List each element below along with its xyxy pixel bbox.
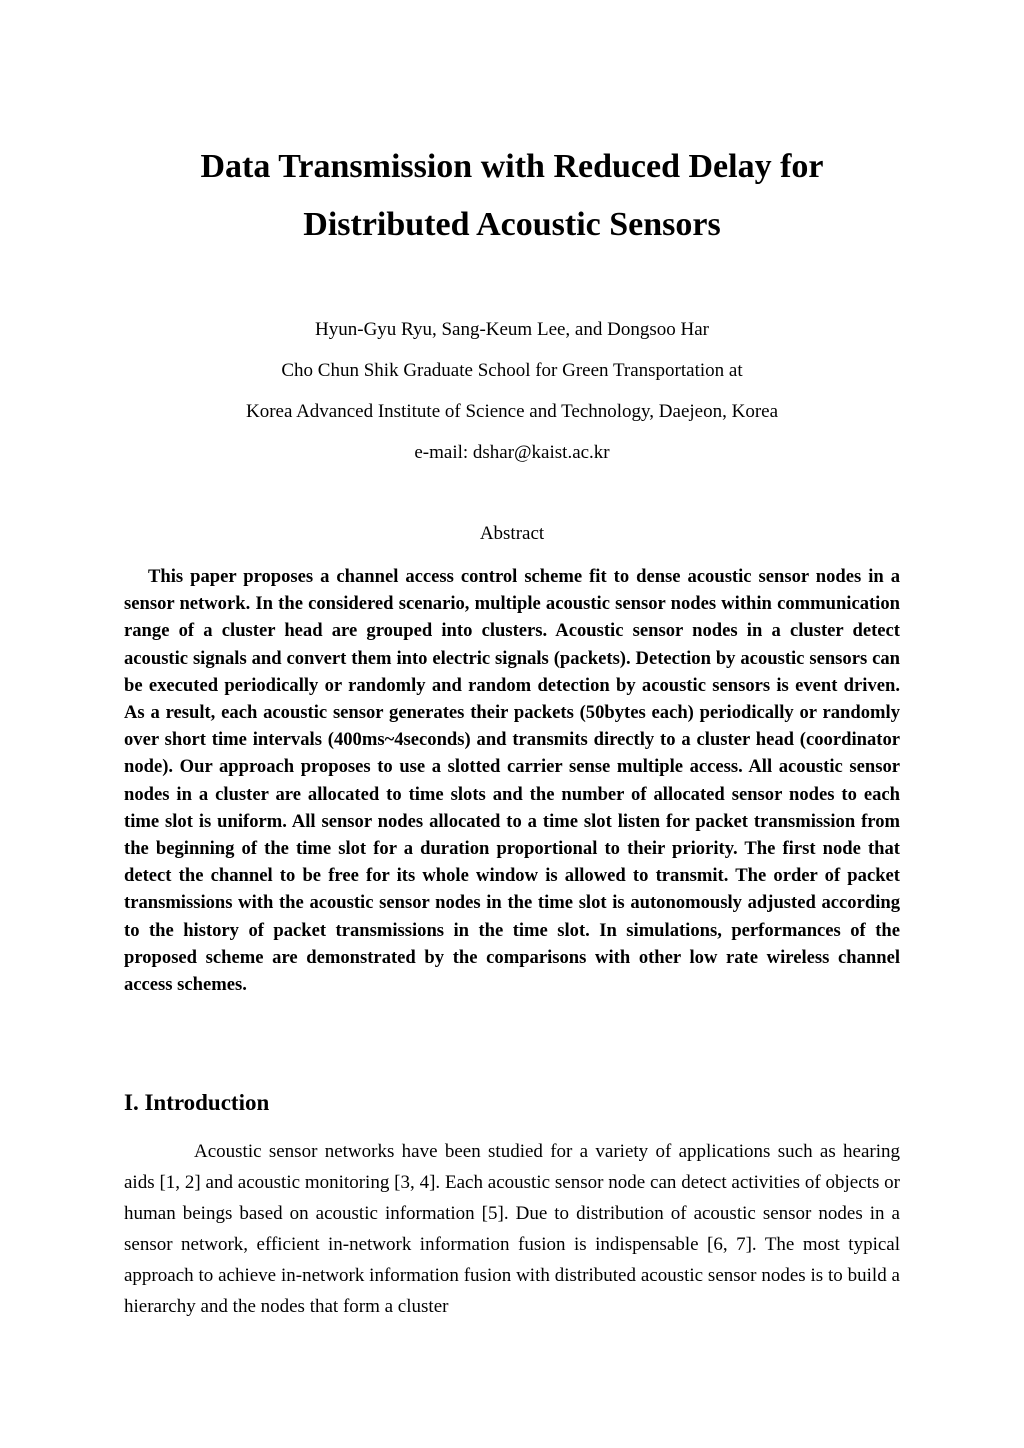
- author-email: e-mail: dshar@kaist.ac.kr: [414, 442, 610, 463]
- abstract-body: This paper proposes a channel access control scheme fit to dense acoustic sensor nodes in a sensor network. In the considered scenario, multiple acoustic sensor nodes within communication range of a cluster head are grouped into clusters. Acoustic sensor nodes in a cluster detect acoustic signals and convert them into electric signals (packets). Detection by acoustic sensors can be executed periodically or randomly and random detection by acoustic sensors is event driven. As a result, each acoustic sensor generates their packets (50bytes each) periodically or randomly over short time intervals (400ms~4seconds) and transmits directly to a cluster head (coordinator node). Our approach proposes to use a slotted carrier sense multiple access. All acoustic sensor nodes in a cluster are allocated to time slots and the number of allocated sensor nodes to each time slot is uniform. All sensor nodes allocated to a time slot listen for packet transmission from the beginning of the time slot for a duration proportional to their priority. The first node that detect the channel to be free for its whole window is allowed to transmit. The order of packet transmissions with the acoustic sensor nodes in the time slot is autonomously adjusted according to the history of packet transmissions in the time slot. In simulations, performances of the proposed scheme are demonstrated by the comparisons with other low rate wireless channel access schemes.: [124, 566, 900, 996]
- affiliation-line-1: Cho Chun Shik Graduate School for Green Transportation at: [281, 360, 743, 381]
- affiliation-line-2: Korea Advanced Institute of Science and Technology, Daejeon, Korea: [245, 401, 779, 422]
- author-names: Hyun-Gyu Ryu, Sang-Keum Lee, and Dongsoo Har: [315, 319, 709, 340]
- introduction-heading: I. Introduction: [124, 1090, 270, 1115]
- paper-title-line-1: Data Transmission with Reduced Delay for: [200, 148, 824, 185]
- paper-title-line-2: Distributed Acoustic Sensors: [303, 206, 721, 243]
- introduction-body: Acoustic sensor networks have been studied for a variety of applications such as hearing aids [1, 2] and acoustic monitoring [3, 4]. Each acoustic sensor node can detect activities of objects or human beings based on acoustic information [5]. Due to distribution of acoustic sensor nodes in a sensor network, efficient in-network information fusion is indispensable [6, 7]. The most typical approach to achieve in-network information fusion with distributed acoustic sensor nodes is to build a hierarchy and the nodes that form a cluster: [124, 1141, 900, 1317]
- abstract-heading: Abstract: [479, 523, 545, 544]
